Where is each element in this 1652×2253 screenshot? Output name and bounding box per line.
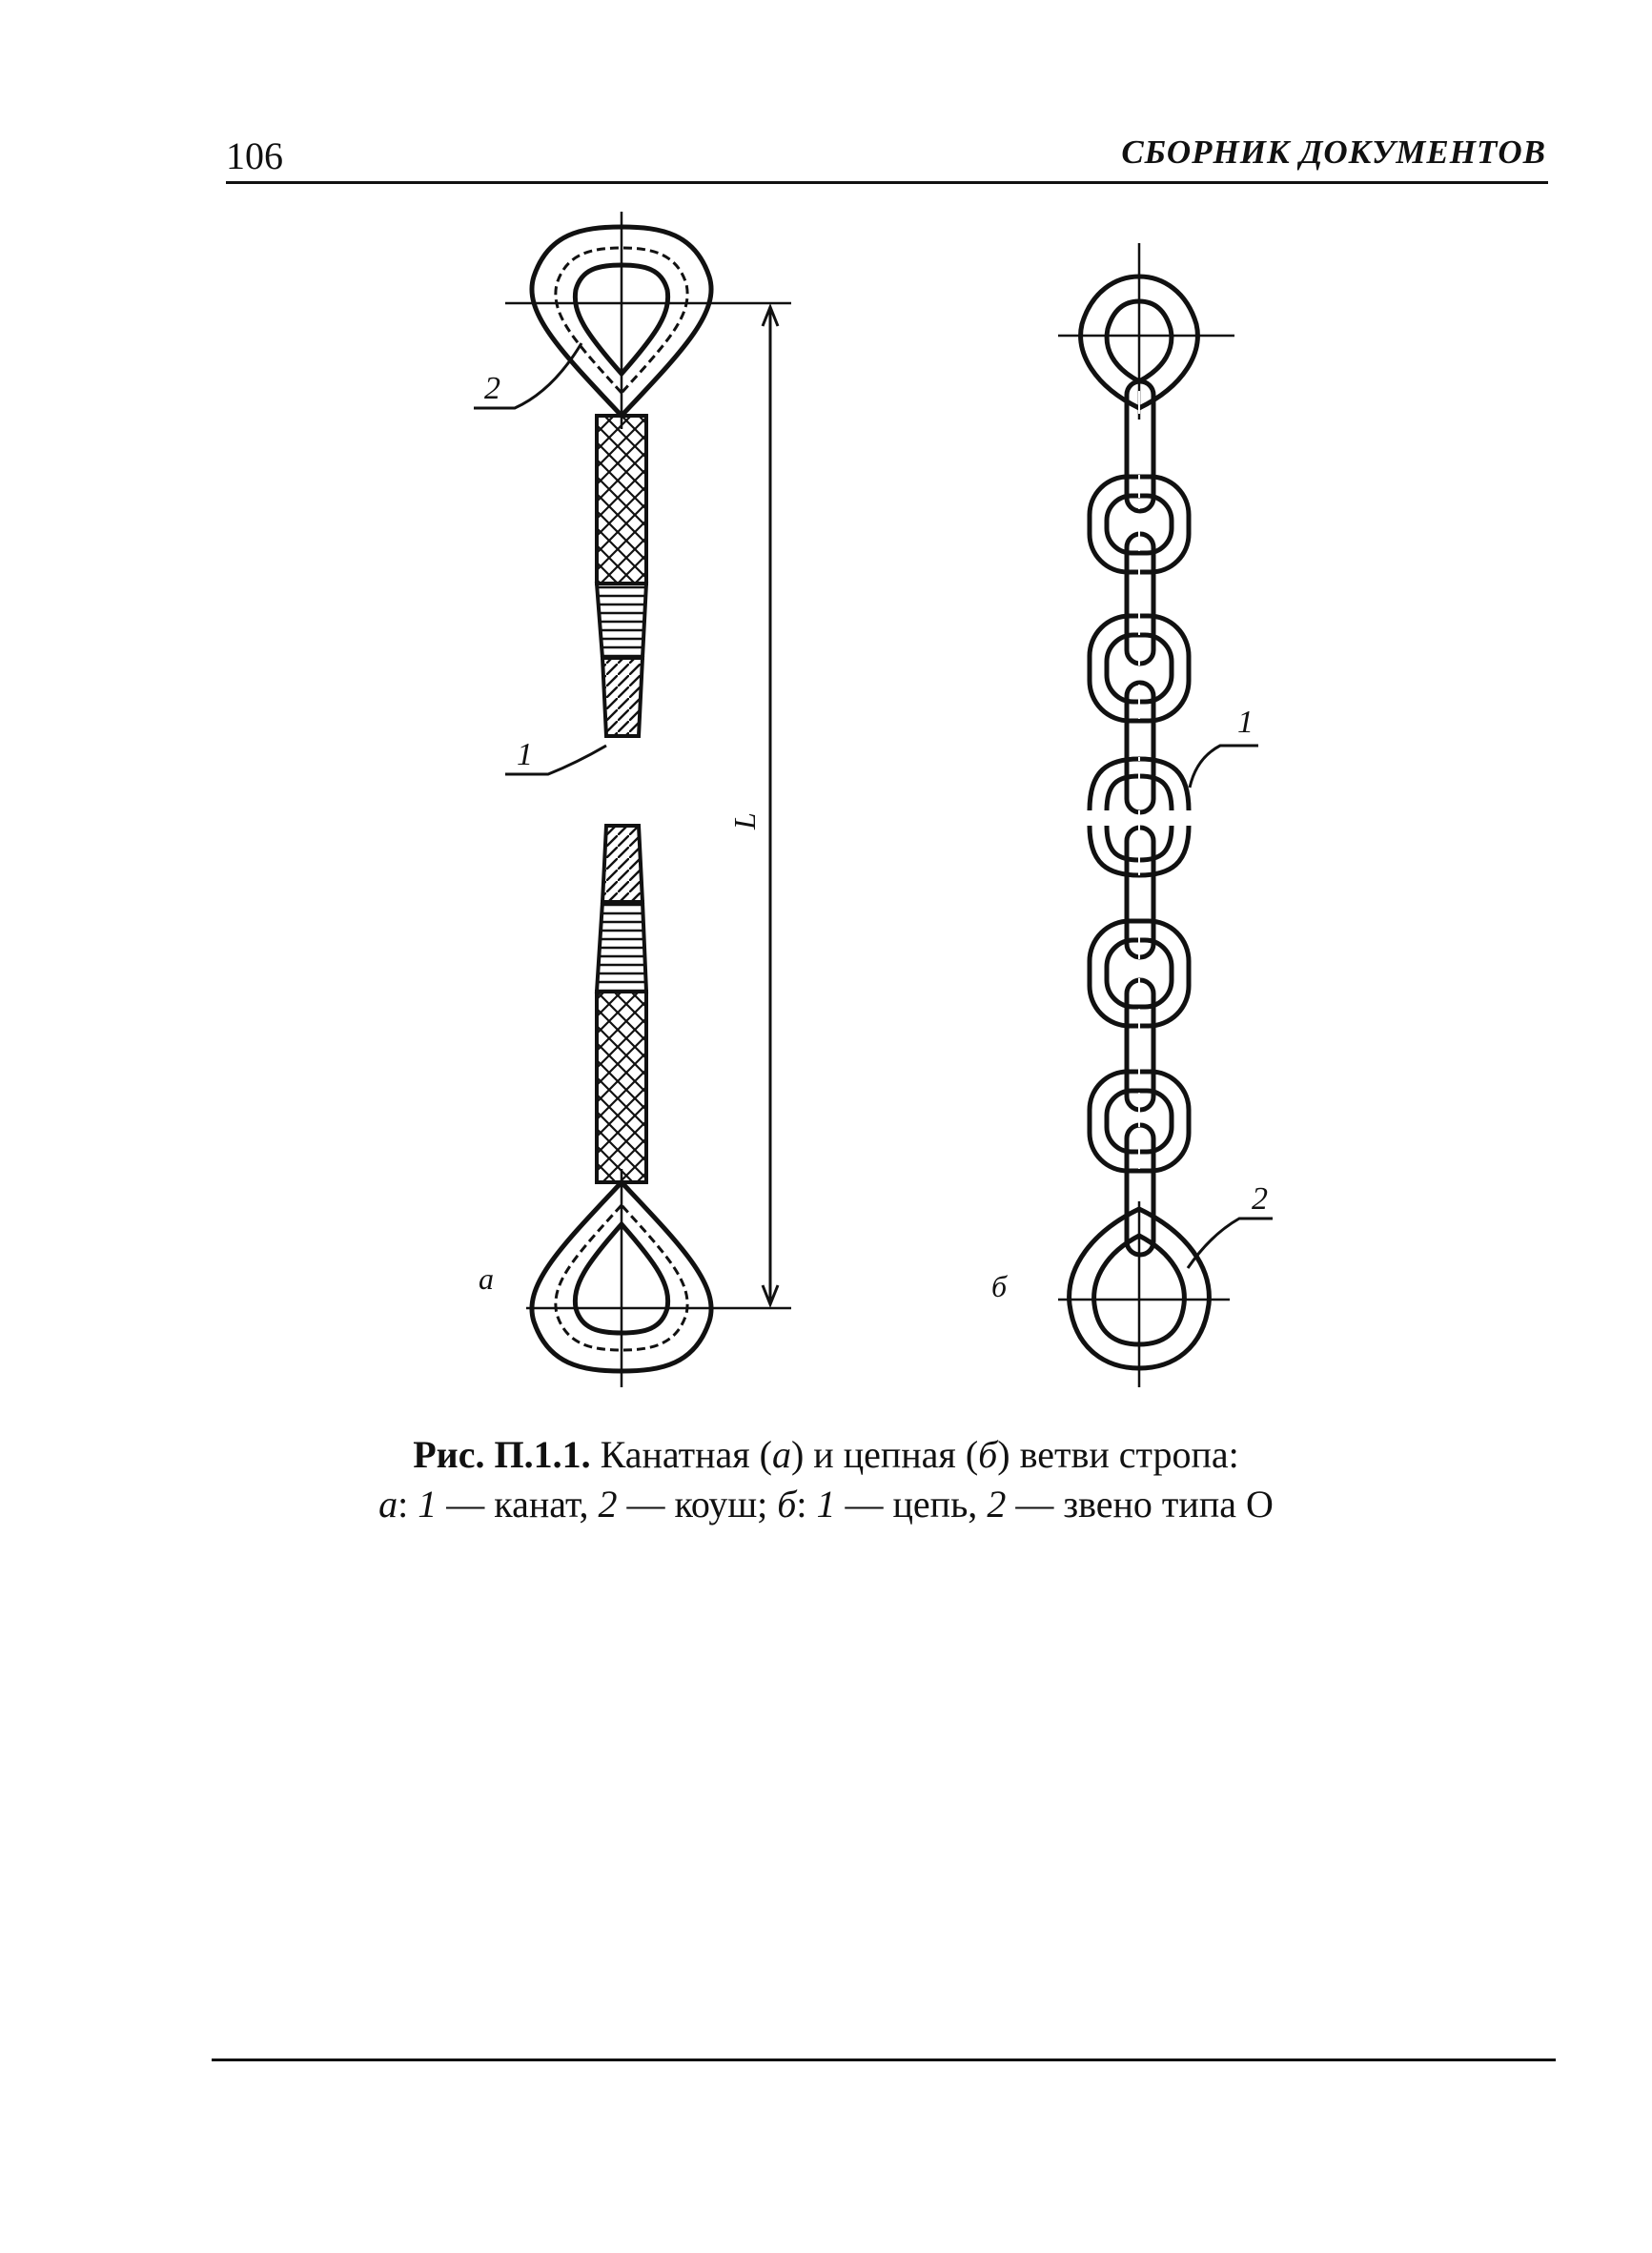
rope-label-1: 1 (517, 737, 533, 772)
rope-lower-serving (597, 902, 646, 992)
panel-a-label: а (479, 1261, 494, 1296)
page-number: 106 (226, 134, 283, 177)
dimension-line-L (763, 307, 778, 1304)
figure-caption (0, 1430, 1652, 1529)
dimension-label: L (727, 812, 762, 830)
rope-lower-strand (602, 826, 642, 902)
rope-upper-strand (602, 658, 642, 736)
rope-upper-braid (597, 416, 646, 584)
chain-label-2: 2 (1252, 1181, 1268, 1217)
caption-line-2: а: 1 — канат, 2 — коуш; б: 1 — цепь, 2 — звено типа О (378, 1483, 1274, 1526)
figure-number: Рис. П.1.1. (413, 1433, 591, 1476)
chain-top-end-link (1058, 243, 1234, 420)
rope-upper-serving (597, 584, 646, 658)
chain-bottom-end-link (1058, 1201, 1230, 1387)
chain-leader-1 (1190, 746, 1258, 788)
running-title: СБОРНИК ДОКУМЕНТОВ (1121, 133, 1546, 171)
panel-b-label: б (991, 1269, 1008, 1303)
rope-bottom-thimble (526, 1169, 791, 1387)
footer-rule (212, 2058, 1556, 2061)
rope-branch (474, 212, 791, 1387)
chain-label-1: 1 (1237, 705, 1254, 740)
rope-lower-braid (597, 992, 646, 1182)
rope-top-thimble (505, 212, 791, 429)
caption-line-1: Рис. П.1.1. Канатная (а) и цепная (б) ветви стропа: (413, 1433, 1239, 1476)
rope-label-2: 2 (484, 371, 500, 406)
chain-branch (1058, 243, 1273, 1387)
